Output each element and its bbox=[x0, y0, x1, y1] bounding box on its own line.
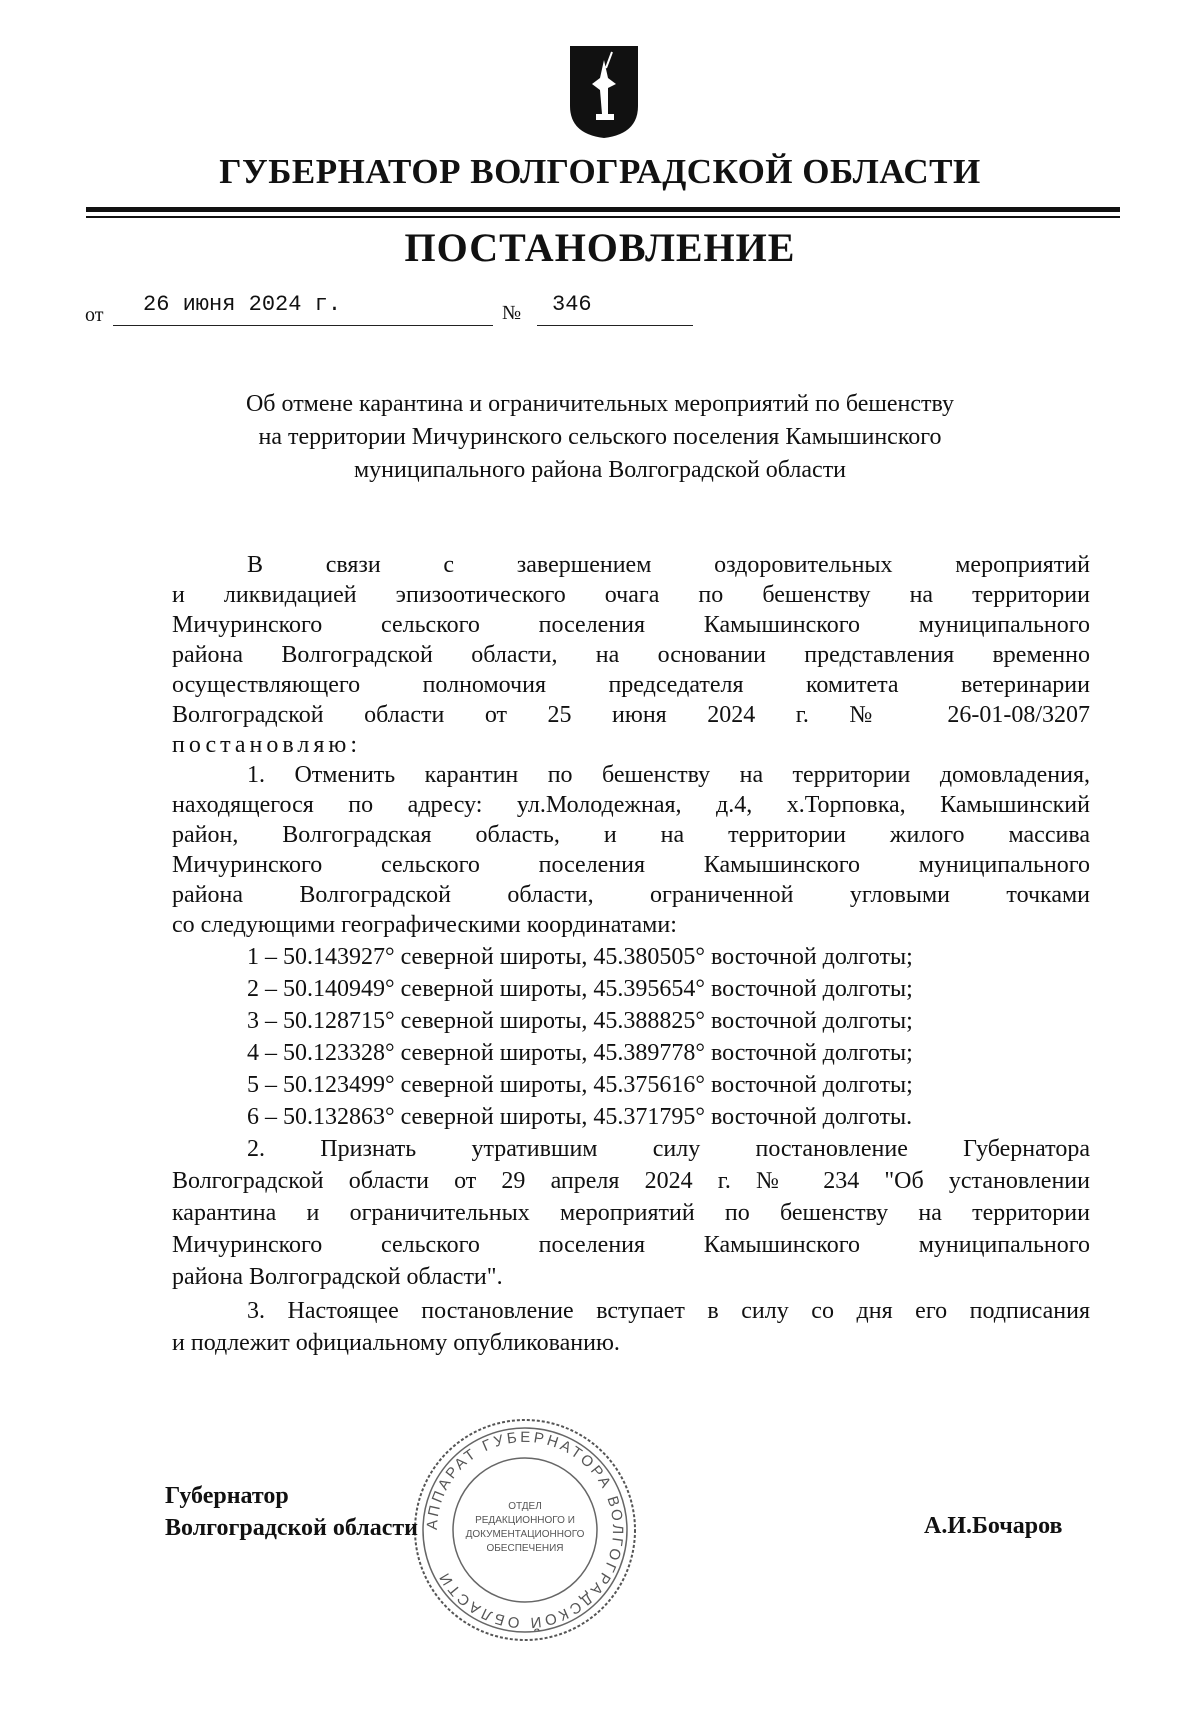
official-stamp bbox=[410, 1415, 640, 1645]
header-rule-thin bbox=[86, 216, 1120, 218]
body-line: со следующими географическими координатами: bbox=[172, 912, 677, 938]
coordinate-item: 5 – 50.123499° северной широты, 45.375616° восточной долготы; bbox=[247, 1072, 913, 1098]
body-line: и подлежит официальному опубликованию. bbox=[172, 1330, 620, 1356]
coat-of-arms-emblem bbox=[568, 44, 640, 140]
body-line: Мичуринского сельского поселения Камышинского муниципального bbox=[172, 1232, 1090, 1258]
body-line: 1. Отменить карантин по бешенству на территории домовладения, bbox=[247, 762, 1090, 788]
header-rule-thick bbox=[86, 207, 1120, 212]
subject-line: Об отмене карантина и ограничительных мероприятий по бешенству bbox=[245, 391, 955, 417]
signatory-name: А.И.Бочаров bbox=[924, 1513, 1063, 1539]
body-line: Мичуринского сельского поселения Камышинского муниципального bbox=[172, 852, 1090, 878]
coordinate-item: 4 – 50.123328° северной широты, 45.389778° восточной долготы; bbox=[247, 1040, 913, 1066]
body-line: В связи с завершением оздоровительных мероприятий bbox=[247, 552, 1090, 578]
coordinate-item: 6 – 50.132863° северной широты, 45.371795° восточной долготы. bbox=[247, 1104, 913, 1130]
number-underline bbox=[537, 325, 693, 326]
body-line: Волгоградской области от 29 апреля 2024 г. № 234 "Об установлении bbox=[172, 1168, 1090, 1194]
stamp-center-line: ОБЕСПЕЧЕНИЯ bbox=[486, 1543, 564, 1554]
body-line: осуществляющего полномочия председателя комитета ветеринарии bbox=[172, 672, 1090, 698]
body-line: находящегося по адресу: ул.Молодежная, д.4, х.Торповка, Камышинский bbox=[172, 792, 1090, 818]
coordinate-item: 1 – 50.143927° северной широты, 45.380505° восточной долготы; bbox=[247, 944, 913, 970]
resolve-word: постановляю: bbox=[172, 732, 361, 758]
subject-line: на территории Мичуринского сельского поселения Камышинского bbox=[258, 424, 942, 450]
signatory-title: Губернатор bbox=[165, 1483, 289, 1509]
document-date: 26 июня 2024 г. bbox=[143, 292, 342, 317]
subject-line: муниципального района Волгоградской области bbox=[353, 457, 847, 483]
body-line: района Волгоградской области". bbox=[172, 1264, 503, 1290]
document-subject bbox=[150, 388, 1050, 487]
body-line: района Волгоградской области, на основании представления временно bbox=[172, 642, 1090, 668]
document-number: 346 bbox=[552, 292, 592, 317]
stamp-center-line: ОТДЕЛ bbox=[508, 1501, 542, 1512]
body-line: и ликвидацией эпизоотического очага по бешенству на территории bbox=[172, 582, 1090, 608]
authority-heading: ГУБЕРНАТОР ВОЛГОГРАДСКОЙ ОБЛАСТИ bbox=[219, 152, 981, 191]
stamp-center-line: ДОКУМЕНТАЦИОННОГО bbox=[465, 1529, 585, 1540]
coordinate-item: 3 – 50.128715° северной широты, 45.388825° восточной долготы; bbox=[247, 1008, 913, 1034]
body-line: карантина и ограничительных мероприятий по бешенству на территории bbox=[172, 1200, 1090, 1226]
stamp-ring-text: АППАРАТ ГУБЕРНАТОРА ВОЛГОГРАДСКОЙ ОБЛАСТИ bbox=[423, 1428, 627, 1632]
body-line: района Волгоградской области, ограниченной угловыми точками bbox=[172, 882, 1090, 908]
document-type-title: ПОСТАНОВЛЕНИЕ bbox=[404, 225, 796, 270]
body-line: район, Волгоградская область, и на территории жилого массива bbox=[172, 822, 1090, 848]
number-prefix: № bbox=[502, 302, 522, 324]
body-line: Мичуринского сельского поселения Камышинского муниципального bbox=[172, 612, 1090, 638]
date-prefix: от bbox=[85, 304, 104, 326]
signatory-title: Волгоградской области bbox=[165, 1515, 418, 1541]
coordinate-item: 2 – 50.140949° северной широты, 45.395654° восточной долготы; bbox=[247, 976, 913, 1002]
body-line: Волгоградской области от 25 июня 2024 г. № 26-01-08/3207 bbox=[172, 702, 1090, 728]
body-line: 2. Признать утратившим силу постановление Губернатора bbox=[247, 1136, 1090, 1162]
stamp-center-line: РЕДАКЦИОННОГО И bbox=[475, 1515, 575, 1526]
date-underline bbox=[113, 325, 493, 326]
body-line: 3. Настоящее постановление вступает в силу со дня его подписания bbox=[247, 1298, 1090, 1324]
